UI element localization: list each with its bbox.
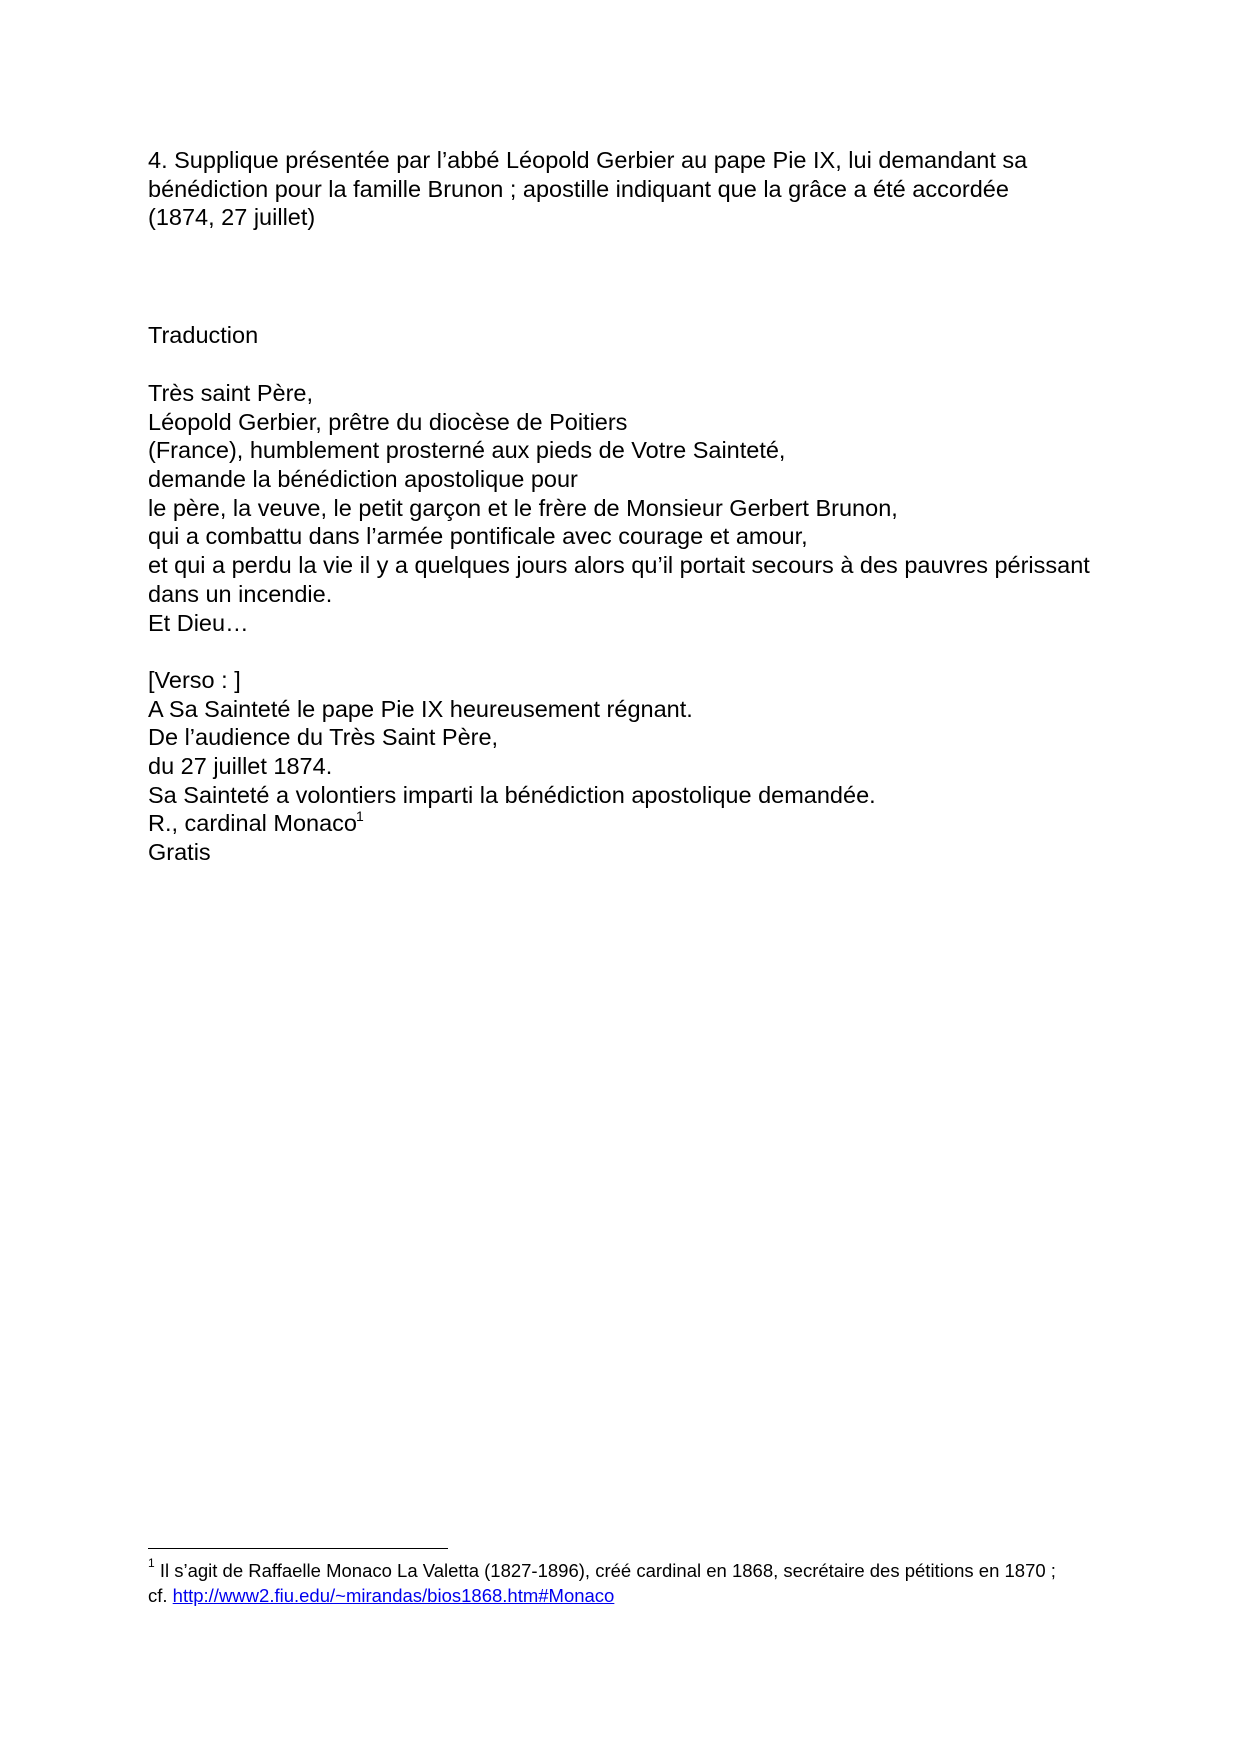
footnote-reference[interactable]: 1: [356, 807, 364, 824]
signature-line: [148, 809, 1108, 838]
verso-line: du 27 juillet 1874.: [148, 753, 333, 780]
document-heading: [148, 146, 1108, 232]
footnote-line: [148, 1555, 1108, 1583]
letter-line: dans un incendie.: [148, 580, 333, 607]
footnote-text: Il s’agit de Raffaelle Monaco La Valetta (1827-1896), créé cardinal en 1868, secrétaire des pétitions en 1870 ;: [159, 1560, 1056, 1581]
letter-line: Et Dieu…: [148, 609, 249, 636]
heading-line: 4. Supplique présentée par l’abbé Léopold Gerbier au pape Pie IX, lui demandant sa: [148, 147, 1028, 173]
footnote-cf: cf.: [148, 1585, 173, 1606]
footnote: [148, 1555, 1108, 1608]
verso-line: Sa Sainteté a volontiers imparti la bénédiction apostolique demandée.: [148, 781, 876, 808]
traduction-label-block: [148, 321, 1108, 350]
letter-line: le père, la veuve, le petit garçon et le frère de Monsieur Gerbert Brunon,: [148, 494, 898, 521]
verso-line: De l’audience du Très Saint Père,: [148, 724, 499, 751]
footnote-line: [148, 1583, 1108, 1608]
letter-line: Léopold Gerbier, prêtre du diocèse de Poitiers: [148, 408, 628, 435]
verso-line: [Verso : ]: [148, 667, 241, 693]
gratis-line: Gratis: [148, 839, 211, 866]
verso-line: A Sa Sainteté le pape Pie IX heureusement régnant.: [148, 695, 693, 722]
footnote-separator: [148, 1548, 448, 1549]
letter-line: et qui a perdu la vie il y a quelques jours alors qu’il portait secours à des pauvres périssant: [148, 552, 1090, 579]
verso-section: [148, 666, 1108, 867]
letter-body: [148, 379, 1108, 637]
heading-line: (1874, 27 juillet): [148, 204, 316, 231]
letter-line: qui a combattu dans l’armée pontificale avec courage et amour,: [148, 523, 808, 550]
letter-line: (France), humblement prosterné aux pieds de Votre Sainteté,: [148, 437, 786, 464]
heading-line: bénédiction pour la famille Brunon ; apostille indiquant que la grâce a été accordée: [148, 175, 1009, 202]
footnote-link[interactable]: http://www2.fiu.edu/~mirandas/bios1868.htm#Monaco: [172, 1585, 615, 1606]
traduction-label: Traduction: [148, 322, 259, 348]
letter-line: Très saint Père,: [148, 380, 313, 406]
cardinal-signature: R., cardinal Monaco: [148, 810, 357, 837]
letter-line: demande la bénédiction apostolique pour: [148, 466, 578, 493]
footnote-number: 1: [148, 1555, 155, 1570]
